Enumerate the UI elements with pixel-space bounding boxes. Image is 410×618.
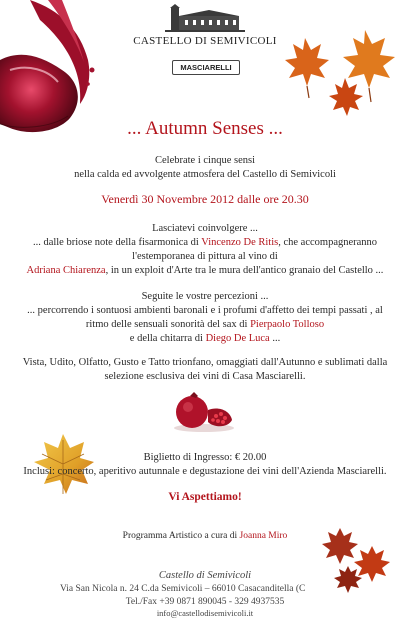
para1-line-4	[0, 264, 410, 278]
page-title: ... Autumn Senses ...	[127, 118, 283, 139]
closing-text: Vi Aspettiamo!	[168, 491, 242, 503]
intro-line-1: Celebrate i cinque sensi	[154, 155, 255, 166]
para1-text-b: , che accompagneranno	[278, 237, 378, 248]
para2-line-3	[0, 318, 410, 332]
para1-text-a: ... dalle briose note della fisarmonica di	[32, 237, 202, 248]
para1-text-c: , in un exploit d'Arte tra le mura dell'antico granaio del Castello ...	[105, 265, 384, 276]
para2-line-4	[0, 332, 410, 346]
program-prefix: Programma Artistico a cura di	[122, 531, 240, 541]
footer-phone: Tel./Fax +39 0871 890045 - 329 4937535	[125, 597, 285, 607]
para3-line-2: selezione esclusiva dei vini di Casa Masciarelli.	[104, 371, 306, 382]
intro-line-2: nella calda ed avvolgente atmosfera del Castello di Semivicoli	[74, 169, 336, 180]
artist-name-adriana: Adriana Chiarenza	[26, 265, 106, 276]
para2-text-c: ...	[269, 333, 281, 344]
para1-line-1: Lasciatevi coinvolgere ...	[152, 223, 258, 234]
masciarelli-badge: MASCIARELLI	[172, 60, 240, 75]
artist-name-pierpaolo: Pierpaolo Tolloso	[250, 319, 325, 330]
para2-line-1: Seguite le vostre percezioni ...	[141, 291, 269, 302]
pomegranate-icon	[168, 388, 240, 434]
artist-name-vincenzo: Vincenzo De Ritis	[201, 237, 279, 248]
ticket-price: Biglietto di Ingresso: € 20.00	[143, 452, 267, 463]
para2-text-b: e della chitarra di	[129, 333, 206, 344]
para1-line-3: l'estemporanea di pittura al vino di	[132, 251, 278, 262]
program-artist-name: Joanna Miro	[239, 531, 288, 541]
footer-email[interactable]: info@castellodisemivicoli.it	[156, 608, 254, 618]
footer-venue: Castello di Semivicoli	[158, 570, 252, 581]
para3-line-1: Vista, Udito, Olfatto, Gusto e Tatto trionfano, omaggiati dall'Autunno e sublimati dalla	[22, 357, 388, 368]
footer-address: Via San Nicola n. 24 C.da Semivicoli – 66010 Casacanditella (C	[60, 584, 306, 594]
autumn-leaves-top-icon	[275, 28, 405, 118]
castle-logo-icon	[165, 4, 245, 32]
brand-name: CASTELLO DI SEMIVICOLI	[133, 35, 277, 47]
event-date: Venerdì 30 Novembre 2012 dalle ore 20.30	[101, 192, 309, 206]
para1-line-2	[0, 236, 410, 250]
ticket-includes: Inclusi: concerto, aperitivo autunnale e degustazione dei vini dell'Azienda Masciarelli.	[23, 466, 387, 477]
para2-text-a: ritmo delle sensuali sonorità del sax di	[85, 319, 251, 330]
artist-name-diego: Diego De Luca	[205, 333, 270, 344]
para2-line-2: ... percorrendo i sontuosi ambienti baronali e i profumi d'affetto dei tempi passati , al	[27, 305, 383, 316]
